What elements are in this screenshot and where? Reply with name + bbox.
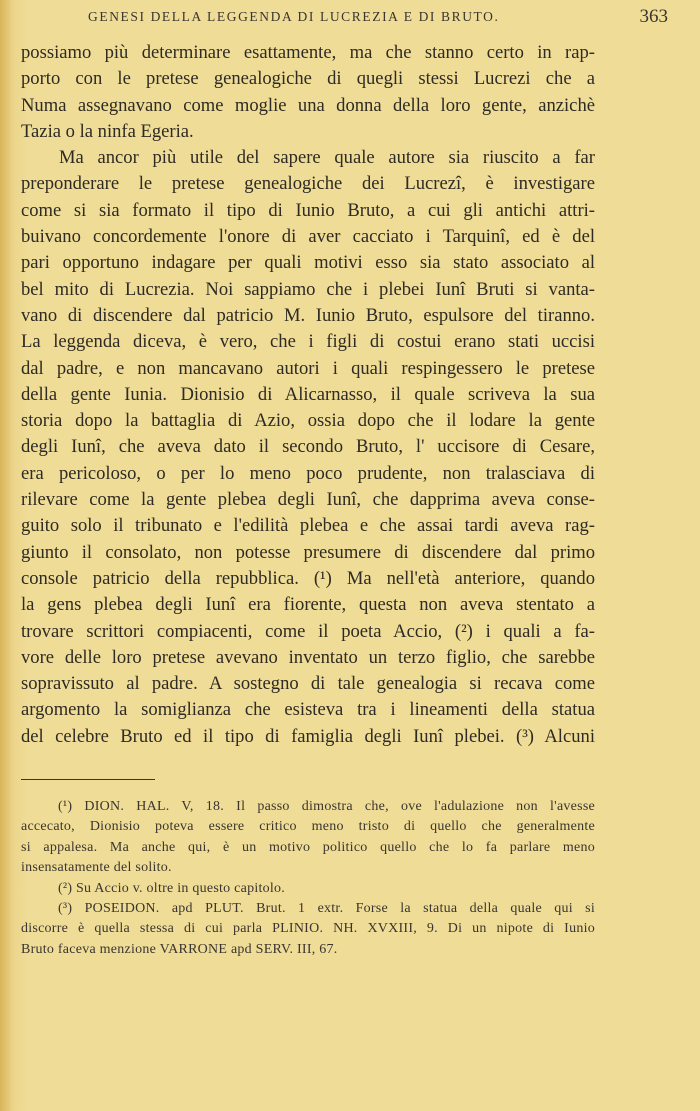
footnote-separator — [21, 779, 155, 780]
footnote-line: insensatamente del solito. — [21, 860, 172, 876]
text-line: guito solo il tribunato e l'edilità plebea e che assai tardi aveva rag- — [21, 515, 595, 537]
text-line: argomento la somiglianza che esisteva tra i lineamenti della statua — [21, 699, 595, 721]
text-line: possiamo più determinare esattamente, ma che stanno certo in rap- — [21, 42, 595, 63]
text-line: del celebre Bruto ed il tipo di famiglia degli Iunî plebei. (³) Alcuni — [21, 725, 595, 747]
footnote-line: (³) POSEIDON. apd PLUT. Brut. 1 extr. Forse la statua della quale qui si — [58, 900, 595, 916]
text-line: storia dopo la battaglia di Azio, ossia dopo che il lodare la gente — [21, 410, 595, 432]
text-line: vore delle loro pretese avevano inventato un terzo figlio, che sarebbe — [21, 646, 595, 668]
text-line: rilevare come la gente plebea degli Iunî, che dapprima aveva conse- — [21, 489, 595, 511]
footnote-line: (¹) DION. HAL. V, 18. Il passo dimostra che, ove l'adulazione non l'avesse — [58, 799, 595, 814]
footnotes — [21, 797, 595, 960]
text-line: la gens plebea degli Iunî era fiorente, questa non aveva stentato a — [21, 594, 595, 616]
footnote-line: (²) Su Accio v. oltre in questo capitolo. — [58, 880, 285, 896]
text-line: era pericoloso, o per lo meno poco prudente, non tralasciava di — [21, 462, 595, 484]
text-line: vano di discendere dal patricio M. Iunio Bruto, espulsore del tiranno. — [21, 304, 595, 326]
text-line: console patricio della repubblica. (¹) Ma nell'età anteriore, quando — [21, 567, 595, 589]
footnote-line: Bruto faceva menzione VARRONE apd SERV. III, 67. — [21, 941, 338, 957]
footnote-line: discorre è quella stessa di cui parla PLINIO. NH. XVXIII, 9. Di un nipote di Iunio — [21, 921, 595, 937]
text-line: porto con le pretese genealogiche di quegli stessi Lucrezi che a — [21, 68, 595, 90]
text-line: sopravissuto al padre. A sostegno di tale genealogia si recava come — [21, 673, 595, 695]
paragraph-start-line: Ma ancor più utile del sapere quale autore sia riuscito a far — [59, 147, 595, 169]
page-number: 363 — [639, 6, 668, 27]
text-line: La leggenda diceva, è vero, che i figli di costui erano stati uccisi — [21, 331, 595, 353]
text-line: della gente Iunia. Dionisio di Alicarnasso, il quale scriveva la sua — [21, 383, 595, 405]
text-line: pari opportuno indagare per quali motivi esso sia stato associato al — [21, 252, 595, 274]
text-line: come si sia formato il tipo di Iunio Bruto, a cui gli antichi attri- — [21, 199, 595, 221]
footnote-line: accecato, Dionisio poteva essere critico meno tristo di quello che generalmente — [21, 819, 595, 835]
running-head — [0, 6, 700, 28]
text-line: degli Iunî, che aveva dato il secondo Bruto, l' uccisore di Cesare, — [21, 436, 595, 458]
text-line: bel mito di Lucrezia. Noi sappiamo che i plebei Iunî Bruti si vanta- — [21, 278, 595, 300]
text-line: giunto il consolato, non potesse presumere di discendere dal primo — [21, 541, 595, 563]
text-line: buivano concordemente l'onore di aver cacciato i Tarquinî, ed è del — [21, 226, 595, 248]
text-line: Tazia o la ninfa Egeria. — [21, 120, 194, 142]
running-title: GENESI DELLA LEGGENDA DI LUCREZIA E DI BRUTO. — [88, 9, 500, 24]
text-line: trovare scrittori compiacenti, come il poeta Accio, (²) i quali a fa- — [21, 620, 595, 642]
text-line: Numa assegnavano come moglie una donna della loro gente, anzichè — [21, 94, 595, 116]
text-line: preponderare le pretese genealogiche dei Lucrezî, è investigare — [21, 173, 595, 195]
text-line: dal padre, e non mancavano autori i quali respingessero le pretese — [21, 357, 595, 379]
footnote-line: si appalesa. Ma anche qui, è un motivo politico quello che lo fa parlare meno — [21, 839, 595, 855]
main-text — [21, 40, 595, 750]
